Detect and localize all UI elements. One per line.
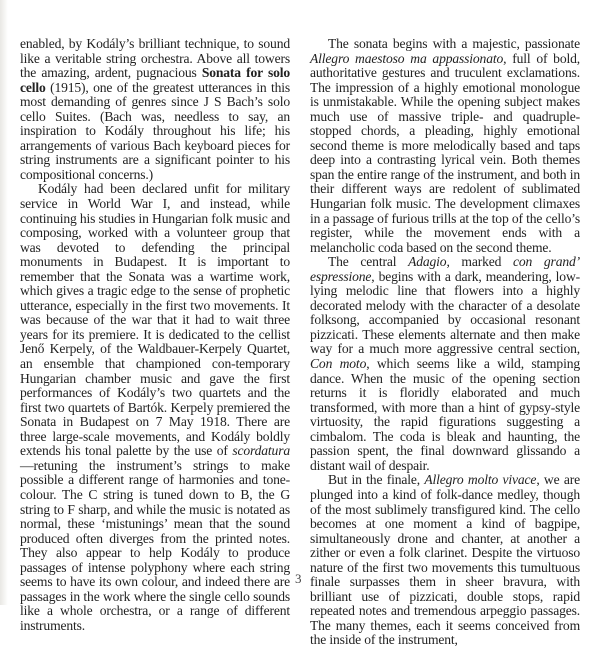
text-run: But in the finale, — [328, 472, 425, 488]
page-number: 3 — [295, 571, 302, 586]
tempo-marking-italic: Allegro maestoso ma appassionato — [310, 50, 504, 66]
text-run: The sonata begins with a majestic, passionate — [328, 36, 580, 51]
page-binding-shadow — [0, 0, 8, 605]
text-run: , begins with a dark, meandering, low-lying melodic line that flowers into a highly decorated melody with the character of a desolate folksong, accompanied by occasional resonant pizzicati. These elements alternate and then make way for a much more aggressive central section, — [310, 268, 580, 357]
espressione-italic: con grand’ espressione — [310, 254, 581, 284]
text-run: The central — [328, 254, 409, 270]
right-column — [310, 37, 580, 648]
con-moto-italic: Con moto — [310, 356, 367, 372]
text-run: , marked — [446, 254, 513, 270]
text-run: , we are plunged into a kind of folk-dance medley, though of the most sublimely transfigured kind. The cello becomes at one moment a kind of bagpipe, simultaneously drone and chanter, at another a zither or even a folk clarinet. Despite the virtuoso nature of the first two movements this tumultuous finale surpasses them in sheer bravura, with brilliant use of pizzicati, double stops, rapid repeated notes and tremendous arpeggio passages. The many themes, each it seems conceived from the inside of the instrument, — [310, 472, 580, 648]
text-run: —retuning the instrument’s strings to make possible a different range of harmonies and tone-colour. The C string is tuned down to B, the G string to F sharp, and while the music is notated as normal, these ‘mistunings’ mean that the sound produced often diverges from the printed notes. They also appear to help Kodály to produce passages of intense polyphony where each string seems to have its own colour, and indeed there are passages in the work where the single cello sounds like a whole orchestra, or a range of different instruments. — [20, 457, 290, 633]
scordatura-italic: scordatura — [232, 443, 290, 459]
paragraph-adagio — [310, 255, 580, 473]
text-run: Kodály had been declared unfit for military service in World War I, and instead, while continuing his studies in Hungarian folk music and composing, worked with a volunteer group that was devoted to defending the principal monuments in Budapest. It is important to remember that the Sonata was a wartime work, which gives a tragic edge to the sense of prophetic utterance, especially in the first two movements. It was because of the war that it had to wait three years for its premiere. It is dedicated to the cellist Jenő Kerpely, of the Waldbauer-Kerpely Quartet, an ensemble that championed con-temporary Hungarian chamber music and gave the first performances of Kodály’s two quartets and the first two quartets of Bartók. Kerpely premiered the Sonata in Budapest on 7 May 1918. There are three large-scale movements, and Kodály boldly extends his tonal palette by the use of — [20, 181, 291, 459]
text-run: , full of bold, authoritative gestures and truculent exclamations. The impression of a highly emotional monologue is unmistakable. While the opening subject makes much use of massive triple- and quadruple-stopped chords, a pleading, highly emotional second theme is more melodically based and taps deep into a contrasting lyrical vein. Both themes span the entire range of the instrument, and both in their different ways are redolent of sublimated Hungarian folk music. The development climaxes in a passage of furious trills at the top of the cello’s register, while the movement ends with a melancholic coda based on the second theme. — [310, 50, 580, 255]
paragraph-first-movement — [310, 37, 580, 255]
adagio-italic: Adagio — [408, 254, 447, 270]
finale-tempo-italic: Allegro molto vivace — [424, 472, 537, 488]
paragraph-sonata-intro — [20, 37, 290, 182]
left-column — [20, 37, 290, 633]
sonata-title-bold: Sonata for solo cello — [20, 65, 291, 95]
text-run: , which seems like a wild, stamping dance. When the music of the opening section returns it is floridly elaborated and much transformed, with more than a hint of gypsy-style virtuosity, the rapid figurations suggesting a cimbalom. The coda is bleak and haunting, the passion spent, the final downward glissando a distant wail of despair. — [310, 356, 581, 473]
text-run: (1915), one of the greatest utterances in this most demanding of genres since J S Bach’s solo cello Suites. (Bach was, needless to say, an inspiration to Kodály throughout his life; his arrangements of various Bach keyboard pieces for string instruments are a significant pointer to his compositional concerns.) — [20, 79, 290, 182]
text-run: enabled, by Kodály’s brilliant technique, to sound like a veritable string orchestra. Above all towers the amazing, ardent, pugnacious — [20, 36, 290, 81]
paragraph-finale — [310, 473, 580, 648]
paragraph-wartime — [20, 182, 290, 633]
